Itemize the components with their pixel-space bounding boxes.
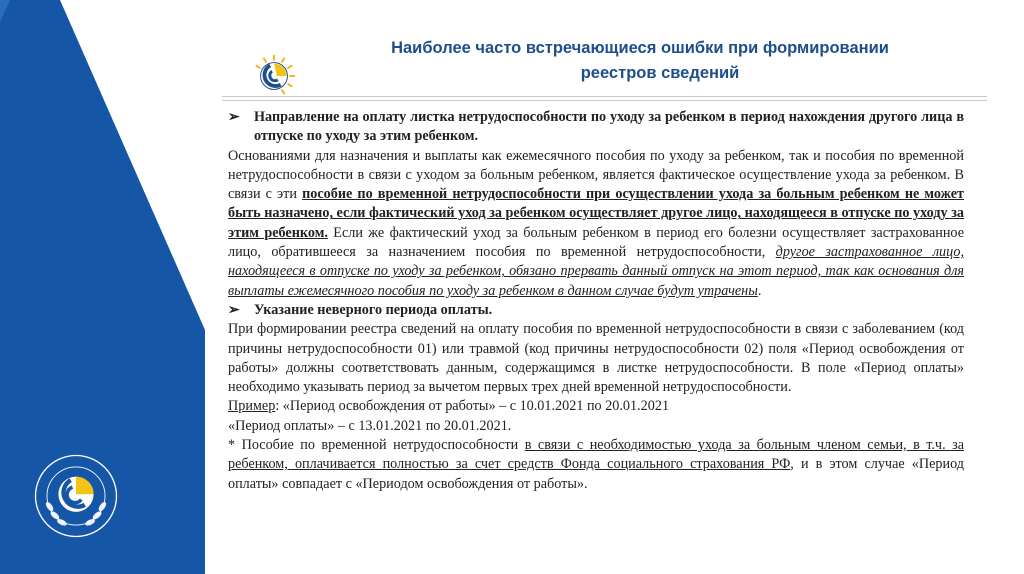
footnote-paragraph: * Пособие по временной нетрудоспособности в связи с необходимостью ухода за больным членом семьи, в т.ч. за ребенком, оплачивается полностью за счет средств Фонда социального страхования РФ, и в этом случае «Период оплаты» совпадает с «Периодом освобождения от работы». bbox=[228, 437, 964, 492]
example-line-2: «Период оплаты» – с 13.01.2021 по 20.01.2021. bbox=[228, 417, 512, 434]
arrow-bullet-icon: ➢ bbox=[228, 301, 240, 318]
example-line-1: Пример: «Период освобождения от работы» – с 10.01.2021 по 20.01.2021 bbox=[228, 398, 670, 415]
title-line-1: Наиболее часто встречающиеся ошибки при формировании bbox=[391, 39, 889, 57]
example-label: Пример bbox=[228, 398, 276, 415]
title-line-2: реестров сведений bbox=[580, 64, 740, 82]
emphasis-underlined-bold: пособие по временной нетрудоспособности при осуществлении ухода за больным ребенком не может быть назначено, если фактический уход за ребенком осуществляет другое лицо, находящееся в отпуске по уходу за этим ребенком. bbox=[228, 186, 964, 241]
arrow-bullet-icon: ➢ bbox=[228, 109, 240, 125]
fss-logo-icon bbox=[250, 52, 298, 100]
section2-heading: ➢ Указание неверного периода оплаты. bbox=[228, 301, 964, 320]
page-title bbox=[310, 36, 970, 86]
section1-heading: ➢ Направление на оплату листка нетрудоспособности по уходу за ребенком в период нахождения другого лица в отпуске по уходу за этим ребенком. bbox=[228, 108, 964, 147]
header-divider bbox=[222, 96, 987, 97]
header-divider-2 bbox=[222, 100, 987, 101]
section1-paragraph: Основаниями для назначения и выплаты как ежемесячного пособия по уходу за ребенком, так и пособия по временной нетрудоспособности в связи с уходом за больным ребенком, является фактическое осуществление ухода за ребенком. В связи с эти пособие по временной нетрудоспособности при осуществлении ухода за больным ребенком не может быть назначено, если фактический уход за ребенком осуществляет другое лицо, находящееся в отпуске по уходу за этим ребенком. Если же фактический уход за больным ребенком в период его болезни осуществляет застрахованное лицо, обратившееся за назначением пособия по временной нетрудоспособности, другое застрахованное лицо, находящееся в отпуске по уходу за ребенком, обязано прервать данный отпуск на этот период, так как основания для выплаты ежемесячного пособия по уходу за ребенком в данном случае будут утрачены. bbox=[228, 147, 965, 299]
fss-emblem-icon bbox=[32, 452, 120, 540]
section2-paragraph: При формировании реестра сведений на оплату пособия по временной нетрудоспособности в связи с заболеванием (код причины нетрудоспособности 01) или травмой (код причины нетрудоспособности 02) поля «Период освобождения от работы» должны соответствовать данным, содержащимся в листке нетрудоспособности. В поле «Период оплаты» необходимо указывать период за вычетом первых трех дней временной нетрудоспособности. bbox=[228, 321, 964, 396]
content-body bbox=[228, 108, 964, 494]
footnote-underlined: в связи с необходимостью ухода за больным членом семьи, в т.ч. за ребенком, оплачивается полностью за счет средств Фонда социального страхования РФ bbox=[228, 437, 964, 473]
emphasis-underlined-italic: другое застрахованное лицо, находящееся в отпуске по уходу за ребенком, обязано прервать данный отпуск на этот период, так как основания для выплаты ежемесячного пособия по уходу за ребенком в данном случае будут утрачены bbox=[228, 244, 965, 299]
